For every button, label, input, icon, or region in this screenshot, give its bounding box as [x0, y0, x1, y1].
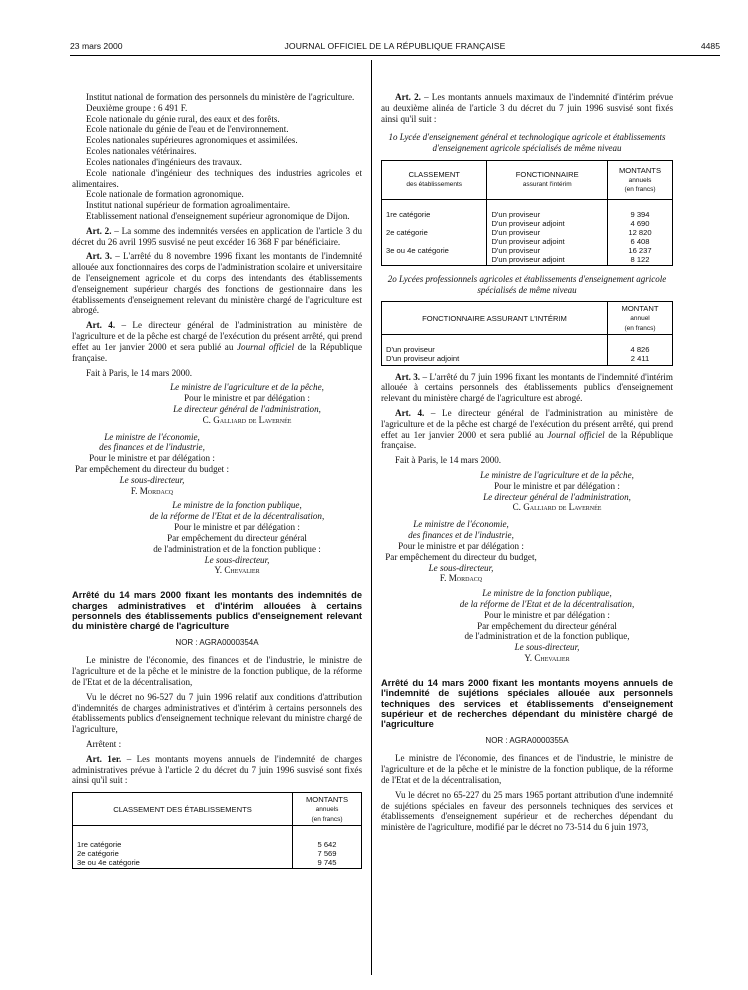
table-header: CLASSEMENT des établissements FONCTIONNAIRE assurant l'intérim MONTANTS annuels (en francs)	[382, 160, 673, 199]
table-row: D'un proviseur D'un proviseur adjoint 4 826 2 411	[382, 335, 673, 365]
right-column	[381, 92, 673, 833]
list-item: Ecoles nationales vétérinaires.	[86, 146, 197, 157]
list-item: Ecole nationale d'ingénieur des techniques des industries agricoles et alimentaires.	[72, 167, 362, 189]
nor-reference: NOR : AGRA0000355A	[485, 735, 569, 745]
preamble: Vu le décret no 65-227 du 25 mars 1965 portant attribution d'une indemnité de sujétions spéciales en faveur des personnels techniques des services et établissements d'enseignement supérieur et de recherches dépendant du ministère de l'agriculture, modifié par le décret no 73-514 du 6 juin 1973,	[381, 789, 673, 833]
list-item: Deuxième groupe : 6 491 F.	[86, 102, 188, 113]
signing-date: Fait à Paris, le 14 mars 2000.	[395, 455, 502, 466]
table-row: 1re catégorie 2e catégorie 3e ou 4e catégorie 5 642 7 569 9 745	[73, 826, 362, 869]
article-3: Art. 3. – L'arrêté du 7 juin 1996 fixant les montants de l'indemnité d'intérim allouée à certains personnels des établissements publics d'enseignement relevant du ministère chargé de l'agriculture est abrogé.	[381, 371, 673, 404]
list-item: Ecoles nationales d'ingénieurs des travaux.	[86, 156, 242, 167]
table-row: 1re catégorie 2e catégorie 3e ou 4e catégorie D'un proviseur D'un proviseur adjoint D'un proviseur D'un proviseur adjoint D'un proviseur D'un proviseur adjoint 9 394 4 690 12 820 6 408 16 237 8 122	[382, 199, 673, 265]
journal-title: JOURNAL OFFICIEL DE LA RÉPUBLIQUE FRANÇAISE	[284, 41, 506, 51]
signature-block: Le ministre de l'économie, des finances et de l'industrie, Pour le ministre et par délégation : Par empêchement du directeur du budget : Le sous-directeur, F. Mordacq	[74, 431, 230, 496]
preamble: Vu le décret no 96-527 du 7 juin 1996 relatif aux conditions d'attribution d'indemnités de charges administratives et d'intérim à certains personnels des établissements publics d'enseignement technique relevant du ministre chargé de l'agriculture,	[72, 691, 362, 735]
column-divider	[371, 60, 372, 975]
article-4: Art. 4. – Le directeur général de l'administration au ministère de l'agriculture et de la pêche est chargé de l'exécution du présent arrêté, qui prend effet au 1er janvier 2000 et sera publié au Journal officiel de la République française.	[381, 407, 673, 451]
signature-block: Le ministre de l'économie, des finances et de l'industrie, Pour le ministre et par délégation : Par empêchement du directeur du budget, Le sous-directeur, F. Mordacq	[385, 519, 537, 584]
section-heading: 2o Lycées professionnels agricoles et établissements d'enseignement agricole spécialisés de même niveau	[387, 274, 667, 295]
signing-date: Fait à Paris, le 14 mars 2000.	[86, 367, 193, 378]
signature-block: Le ministre de l'agriculture et de la pêche, Pour le ministre et par délégation : Le directeur général de l'administration, C. Galliard de Lavernée	[480, 470, 634, 513]
list-item: Institut national de formation des personnels du ministère de l'agriculture.	[86, 92, 355, 102]
signature-block: Le ministre de la fonction publique, de la réforme de l'Etat et de la décentralisation, Pour le ministre et par délégation : Par empêchement du directeur général de l'administration et de la fonction publique, Le sous-directeur, Y. Chevalier	[459, 588, 635, 663]
table-header: FONCTIONNAIRE ASSURANT L'INTÉRIM MONTANT annuel (en francs)	[382, 302, 673, 335]
list-item: Ecole nationale du génie rural, des eaux et des forêts.	[86, 113, 280, 124]
list-item: Etablissement national d'enseignement supérieur agronomique de Dijon.	[86, 210, 350, 221]
nor-reference: NOR : AGRA0000354A	[175, 637, 259, 647]
article-4: Art. 4. – Le directeur général de l'administration au ministère de l'agriculture et de la pêche est chargé de l'exécution du présent arrêté, qui prend effet au 1er janvier 2000 et sera publié au Journal officiel de la République française.	[72, 320, 362, 363]
arretent: Arrêtent :	[86, 738, 122, 749]
page-number: 4485	[700, 41, 720, 51]
column-header: CLASSEMENT DES ÉTABLISSEMENTS	[73, 793, 293, 826]
article-2: Art. 2. – Les montants annuels maximaux de l'indemnité d'intérim prévue au deuxième alinéa de l'article 3 du décret du 7 juin 1996 susvisé sont fixés ainsi qu'il suit :	[381, 92, 673, 124]
preamble: Le ministre de l'économie, des finances et de l'industrie, le ministre de l'agriculture et de la pêche et le ministre de la fonction publique, de la réforme de l'Etat et de la décentralisation,	[381, 753, 673, 785]
signature-block: Le ministre de la fonction publique, de la réforme de l'Etat et de la décentralisation, Pour le ministre et par délégation : Par empêchement du directeur général de l'administration et de la fonction publique : Le sous-directeur, Y. Chevalier	[149, 500, 325, 576]
establishment-list	[72, 92, 362, 222]
list-item: Ecole nationale de formation agronomique.	[86, 189, 244, 200]
list-item: Ecoles nationales supérieures agronomiques et assimilées.	[86, 135, 298, 146]
decree-title: Arrêté du 14 mars 2000 fixant les montants moyens annuels de l'indemnité de sujétions spéciales allouée aux personnels techniques des services et établissements d'enseignement supérieur et de recherches dépendant du ministère chargé de l'agriculture	[381, 677, 673, 730]
page-header	[70, 41, 720, 53]
table-header	[73, 793, 362, 826]
article-3: Art. 3. – L'arrêté du 8 novembre 1996 fixant les montants de l'indemnité allouée aux fonctionnaires des corps de l'administration scolaire et universitaire de l'enseignement agricole et du corps des intendants des établissements d'enseignement supérieur chargés des fonctions de gestionnaire dans les établissements d'enseignement relevant du ministère chargé de l'agriculture est abrogé.	[72, 251, 362, 316]
preamble: Le ministre de l'économie, des finances et de l'industrie, le ministre de l'agriculture et de la pêche et le ministre de la fonction publique, de la réforme de l'Etat et de la décentralisation,	[72, 655, 362, 687]
decree-title: Arrêté du 14 mars 2000 fixant les montants des indemnités de charges administratives et d'intérim allouées à certains personnels des établissements publics d'enseignement relevant du ministère chargé de l'agriculture	[72, 590, 362, 632]
table-interim-lycee-pro	[381, 301, 673, 365]
section-heading: 1o Lycée d'enseignement général et technologique agricole et établissements d'enseignement agricole spécialisés de même niveau	[388, 132, 666, 154]
article-1: Art. 1er. – Les montants moyens annuels de l'indemnité de charges administratives prévue à l'article 2 du décret du 7 juin 1996 susvisé sont fixés ainsi qu'il suit :	[72, 753, 362, 786]
table-interim-lycee-general	[381, 160, 673, 266]
header-rule	[70, 55, 720, 56]
signature-block: Le ministre de l'agriculture et de la pêche, Pour le ministre et par délégation : Le directeur général de l'administration, C. Galliard de Lavernée	[170, 382, 324, 425]
header-date: 23 mars 2000	[70, 41, 123, 51]
table-charges-administratives	[72, 792, 362, 869]
article-2: Art. 2. – La somme des indemnités versées en application de l'article 3 du décret du 26 avril 1995 susvisé ne peut excéder 16 368 F par bénéficiaire.	[72, 225, 362, 247]
list-item: Institut national supérieur de formation agroalimentaire.	[86, 200, 291, 211]
list-item: Ecole nationale du génie de l'eau et de l'environnement.	[86, 124, 289, 135]
left-column	[72, 92, 362, 869]
column-header: MONTANTS annuels (en francs)	[293, 793, 362, 826]
